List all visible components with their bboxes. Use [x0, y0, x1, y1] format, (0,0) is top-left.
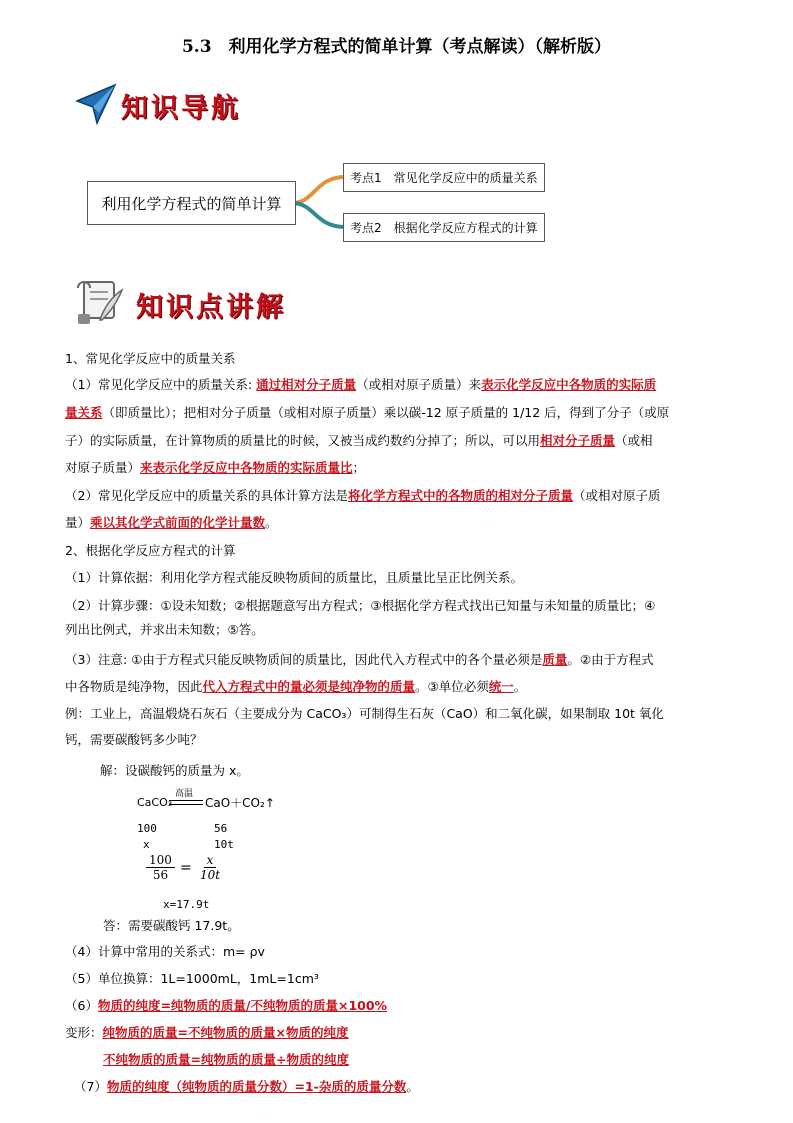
text-run: 量） [65, 515, 91, 530]
fraction-right [200, 853, 220, 882]
example-line1: 例：工业上，高温煅烧石灰石（主要成分为 CaCO₃）可制得生石灰（CaO）和二氧化碳，如果制取 10t 氧化 [65, 706, 664, 721]
key-point: 将化学方程式中的各物质的相对分子质量 [347, 488, 573, 503]
s1-p1-line4 [65, 458, 730, 477]
unknown-x: x [143, 838, 150, 851]
mindmap-branch-2 [343, 213, 545, 242]
key-point: 不纯物质的质量=纯物质的质量÷物质的纯度 [103, 1052, 349, 1067]
key-point: 来表示化学反应中各物质的实际质量比 [140, 460, 353, 475]
known-10t: 10t [214, 838, 234, 851]
solution-result: x=17.9t [163, 898, 210, 911]
text-run: （1）常见化学反应中的质量关系: [65, 377, 257, 392]
mindmap-connectors [290, 165, 350, 235]
key-point: 统一 [488, 679, 514, 694]
s2-item5: （5）单位换算：1L=1000mL，1mL=1cm³ [65, 971, 319, 986]
text-run: 。②由于方程式 [567, 652, 654, 667]
text-run: 。 [513, 679, 527, 694]
solution-answer: 答：需要碳酸钙 17.9t。 [103, 918, 240, 933]
text-run: （或相对原子质 [572, 488, 661, 503]
s2-item2-cont: 列出比例式，并求出未知数；⑤答。 [65, 622, 264, 637]
variant-line2 [103, 1050, 768, 1069]
mindmap-root [87, 181, 296, 225]
equation-right: CaO＋CO₂↑ [205, 796, 275, 810]
scroll-quill-icon [70, 272, 126, 328]
key-point: 质量 [542, 652, 568, 667]
key-point: 相对分子质量 [540, 433, 616, 448]
text-run: 对原子质量） [65, 460, 141, 475]
chemical-equation [137, 790, 297, 814]
s2-item6 [65, 996, 730, 1015]
explain-banner: 知识点讲解 [136, 292, 286, 323]
text-run: （7） [74, 1079, 107, 1094]
equation-condition: 高温 [175, 789, 194, 799]
s1-p2-line2 [65, 513, 730, 532]
key-point: 通过相对分子质量 [256, 377, 357, 392]
mindmap-branch-2-label: 考点2 根据化学反应方程式的计算 [350, 221, 538, 235]
key-point: 物质的纯度（纯物质的质量分数）=1-杂质的质量分数 [106, 1079, 407, 1094]
text-run: （2）常见化学反应中的质量关系的具体计算方法是 [65, 488, 348, 503]
mass-100: 100 [137, 822, 157, 835]
nav-banner: 知识导航 [121, 93, 241, 124]
key-point: 纯物质的质量=不纯物质的质量×物质的纯度 [102, 1025, 349, 1040]
s2-note-line1 [65, 650, 730, 669]
key-point: 物质的纯度=纯物质的质量/不纯物质的质量×100% [97, 998, 388, 1013]
s1-p2-line1 [65, 486, 730, 505]
text-run: 。③单位必须 [415, 679, 489, 694]
s2-note-line2 [65, 677, 730, 696]
mindmap-root-label: 利用化学方程式的简单计算 [101, 194, 282, 213]
text-run: （或相 [615, 433, 653, 448]
paper-plane-icon [75, 83, 117, 125]
mindmap-branch-1 [343, 163, 545, 192]
mindmap-branch-1-label: 考点1 常见化学反应中的质量关系 [350, 171, 538, 185]
fraction-right-num: x [204, 853, 217, 868]
section2-heading: 2、根据化学反应方程式的计算 [65, 543, 236, 558]
text-run: 。 [406, 1079, 419, 1094]
key-point: 乘以其化学式前面的化学计量数 [90, 515, 266, 530]
text-run: 变形： [65, 1025, 103, 1040]
fraction-left-den: 56 [152, 868, 169, 882]
key-point: 代入方程式中的量必须是纯净物的质量 [202, 679, 416, 694]
example-line2: 钙，需要碳酸钙多少吨？ [65, 732, 203, 747]
s2-item2: （2）计算步骤：①设未知数；②根据题意写出方程式；③根据化学方程式找出已知量与未知量的质量比；④ [65, 598, 656, 613]
solution-let: 解：设碳酸钙的质量为 x。 [100, 763, 249, 778]
fraction-right-den: 10t [200, 868, 221, 882]
equation-left: CaCO₃ [137, 796, 173, 809]
s1-p1-line3 [65, 431, 730, 450]
equation-equals [169, 800, 203, 805]
s2-item1: （1）计算依据：利用化学方程式能反映物质间的质量比，且质量比呈正比例关系。 [65, 570, 523, 585]
page-title: 5.3 利用化学方程式的简单计算（考点解读）（解析版） [181, 37, 612, 57]
s2-item7 [74, 1077, 739, 1096]
variant-line1 [65, 1023, 730, 1042]
text-run: （或相对原子质量）来 [356, 377, 482, 392]
text-run: ； [352, 460, 366, 475]
fraction-left-num: 100 [146, 853, 175, 868]
equals-sign: = [180, 860, 192, 876]
s2-item4: （4）计算中常用的关系式：m= ρv [65, 944, 265, 959]
text-run: 。 [265, 515, 278, 530]
key-point: 量关系 [65, 405, 103, 420]
text-run: （3）注意: ①由于方程式只能反映物质间的质量比，因此代入方程式中的各个量必须是 [65, 652, 543, 667]
text-run: 中各物质是纯净物，因此 [65, 679, 203, 694]
s1-p1-line1 [65, 375, 730, 394]
s1-p1-line2 [65, 403, 730, 422]
text-run: 子）的实际质量，在计算物质的质量比的时候，又被当成约数约分掉了；所以，可以用 [65, 433, 541, 448]
mass-56: 56 [214, 822, 228, 835]
key-point: 表示化学反应中各物质的实际质 [481, 377, 657, 392]
section1-heading: 1、常见化学反应中的质量关系 [65, 351, 236, 366]
fraction-left [146, 853, 175, 882]
text-run: （6） [65, 998, 98, 1013]
text-run: （即质量比）；把相对分子质量（或相对原子质量）乘以碳-12 原子质量的 1/12 后，得到了分子（或原 [102, 405, 670, 420]
